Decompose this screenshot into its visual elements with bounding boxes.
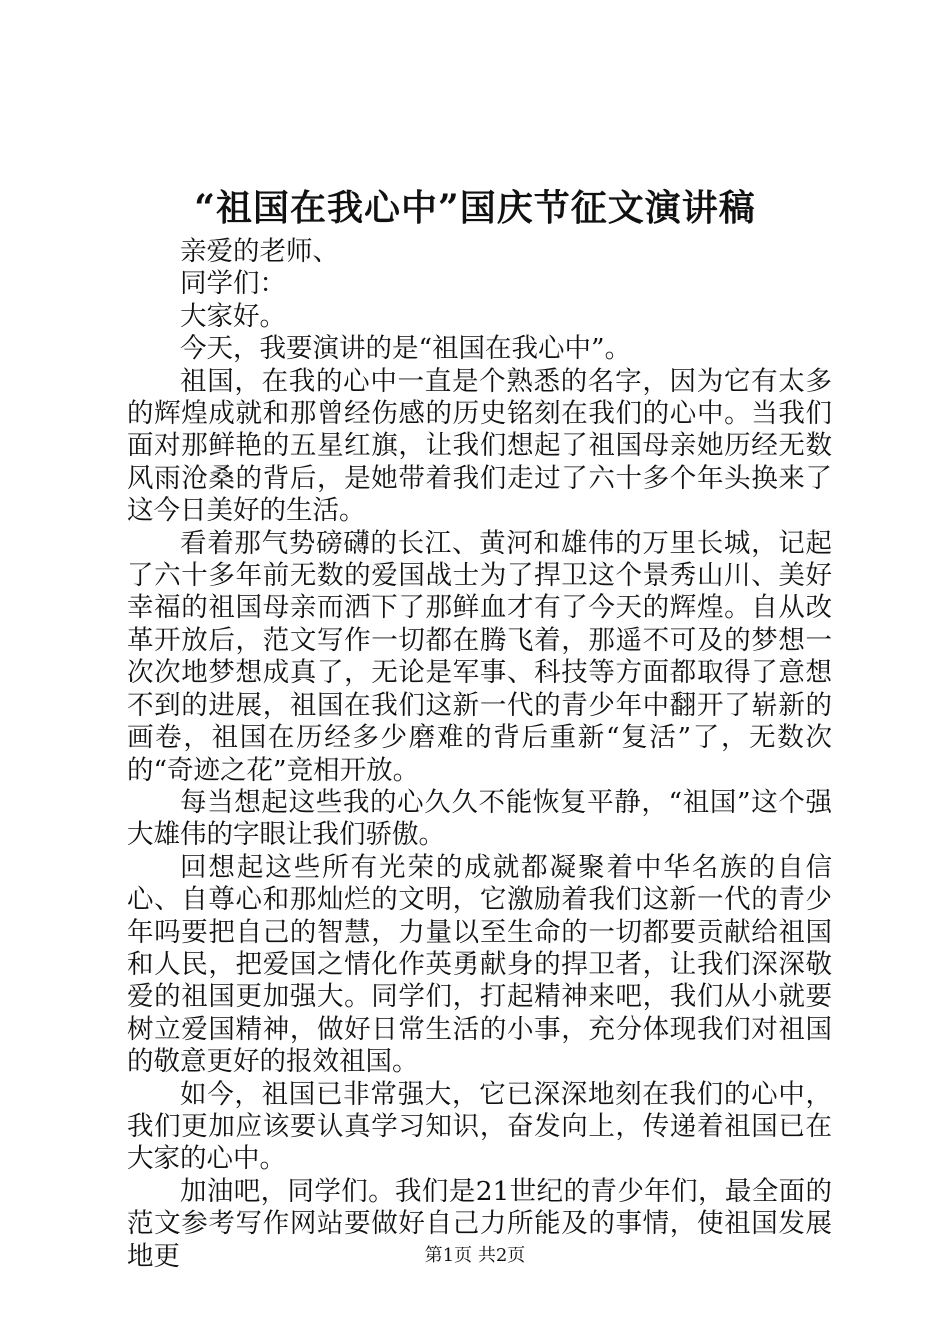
body-paragraph: 回想起这些所有光荣的成就都凝聚着中华名族的自信心、自尊心和那灿烂的文明，它激励着我们这新一代的青少年吗要把自己的智慧，力量以至生命的一切都要贡献给祖国和人民，把爱国之情化作英勇献身的捍卫者，让我们深深敬爱的祖国更加强大。同学们，打起精神来吧，我们从小就要树立爱国精神，做好日常生活的小事，充分体现我们对祖国的敬意更好的报效祖国。 (127, 851, 832, 1078)
salutation-line-1: 亲爱的老师、 (180, 236, 339, 267)
body-paragraph: 如今，祖国已非常强大，它已深深地刻在我们的心中，我们更加应该要认真学习知识，奋发向上，传递着祖国已在大家的心中。 (127, 1078, 832, 1175)
body-paragraph: 加油吧，同学们。我们是21世纪的青少年们，最全面的范文参考写作网站要做好自己力所能及的事情，使祖国发展地更 (127, 1175, 832, 1272)
greeting-line: 大家好。 (180, 300, 286, 332)
body-paragraph: 看着那气势磅礴的长江、黄河和雄伟的万里长城，记起了六十多年前无数的爱国战士为了捍卫这个景秀山川、美好幸福的祖国母亲而洒下了那鲜血才有了今天的辉煌。自从改革开放后，范文写作一切都在腾飞着，那遥不可及的梦想一次次地梦想成真了，无论是军事、科技等方面都取得了意想不到的进展，祖国在我们这新一代的青少年中翻开了崭新的画卷，祖国在历经多少磨难的背后重新“复活”了，无数次的“奇迹之花”竞相开放。 (127, 527, 832, 786)
page-number-footer: 第1页 共2页 (424, 1245, 526, 1266)
salutation-line-2: 同学们： (180, 268, 286, 300)
document-body (127, 236, 832, 1273)
body-paragraph: 祖国，在我的心中一直是个熟悉的名字，因为它有太多的辉煌成就和那曾经伤感的历史铭刻在我们的心中。当我们面对那鲜艳的五星红旗，让我们想起了祖国母亲她历经无数风雨沧桑的背后，是她带着我们走过了六十多个年头换来了这今日美好的生活。 (127, 365, 832, 527)
body-paragraph: 每当想起这些我的心久久不能恢复平静，“祖国”这个强大雄伟的字眼让我们骄傲。 (127, 786, 832, 851)
document-title: “祖国在我心中”国庆节征文演讲稿 (194, 187, 756, 229)
intro-paragraph: 今天，我要演讲的是“祖国在我心中”。 (180, 333, 632, 365)
